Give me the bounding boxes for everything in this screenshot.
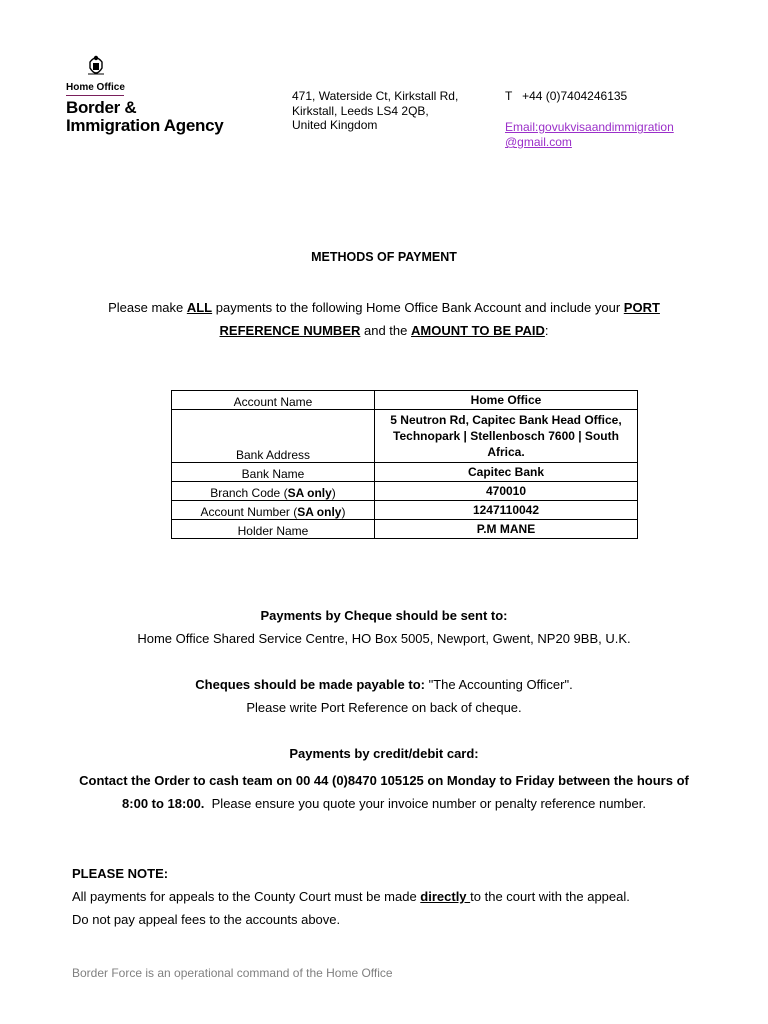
label-text: ) xyxy=(331,486,336,500)
table-row xyxy=(172,520,638,539)
label-text: Account Number ( xyxy=(200,505,298,519)
address-line1: 471, Waterside Ct, Kirkstall Rd, xyxy=(292,89,459,103)
logo-divider xyxy=(66,95,124,96)
payable-value: "The Accounting Officer". xyxy=(424,677,573,692)
please-note-section xyxy=(72,862,630,931)
card-instructions xyxy=(72,769,696,815)
table-row xyxy=(172,482,638,501)
intro-text-4: : xyxy=(544,323,549,338)
row-label: Holder Name xyxy=(172,520,375,539)
row-value: P.M MANE xyxy=(375,520,638,539)
card-note: Please ensure you quote your invoice number or penalty reference number. xyxy=(204,796,646,811)
email-line1[interactable]: Email:govukvisaandimmigration xyxy=(505,120,674,134)
email-line2[interactable]: @gmail.com xyxy=(505,135,572,149)
email-link[interactable] xyxy=(505,120,674,150)
row-value: Home Office xyxy=(375,391,638,410)
cheque-reference-note: Please write Port Reference on back of cheque. xyxy=(246,700,522,715)
table-row xyxy=(172,501,638,520)
payment-instructions xyxy=(72,296,696,342)
bank-details-table xyxy=(171,390,638,539)
telephone-number: T +44 (0)7404246135 xyxy=(505,89,628,103)
row-label: Bank Name xyxy=(172,463,375,482)
note-line2: Do not pay appeal fees to the accounts above. xyxy=(72,912,341,927)
cheque-payable xyxy=(0,677,768,692)
row-label xyxy=(172,501,375,520)
agency-name xyxy=(66,99,223,135)
postal-address xyxy=(292,89,458,133)
cheque-heading: Payments by Cheque should be sent to: xyxy=(260,608,508,623)
note-text: All payments for appeals to the County Court must be made xyxy=(72,889,421,904)
agency-name-line1: Border & xyxy=(66,98,137,117)
label-bold: SA only xyxy=(287,486,332,500)
label-bold: SA only xyxy=(297,505,342,519)
page-title: METHODS OF PAYMENT xyxy=(311,250,457,264)
home-office-label: Home Office xyxy=(66,82,125,93)
address-line2: Kirkstall, Leeds LS4 2QB, xyxy=(292,103,429,118)
table-row xyxy=(172,410,638,463)
intro-text-1: Please make xyxy=(108,300,187,315)
note-heading: PLEASE NOTE: xyxy=(72,866,169,881)
intro-port-reference: PORT REFERENCE NUMBER xyxy=(219,300,660,338)
payable-label: Cheques should be made payable to: xyxy=(195,677,425,692)
footer-text: Border Force is an operational command of the Home Office xyxy=(72,966,393,980)
intro-amount: AMOUNT TO BE PAID xyxy=(410,323,545,338)
row-label xyxy=(172,482,375,501)
royal-crest-icon xyxy=(86,52,106,80)
address-line3: United Kingdom xyxy=(292,118,378,132)
intro-text-3: and the xyxy=(360,323,411,338)
row-value: Capitec Bank xyxy=(375,463,638,482)
table-row xyxy=(172,391,638,410)
intro-all: ALL xyxy=(186,300,213,315)
card-heading: Payments by credit/debit card: xyxy=(289,746,479,761)
card-contact: Contact the Order to cash team on 00 44 (0)8470 105125 on Monday to Friday between the hours of 8:00 to 18:00. xyxy=(79,773,689,811)
intro-text-2: payments to the following Home Office Bank Account and include your xyxy=(212,300,624,315)
agency-name-line2: Immigration Agency xyxy=(66,116,224,135)
table-row xyxy=(172,463,638,482)
row-label: Bank Address xyxy=(172,410,375,463)
note-text: to the court with the appeal. xyxy=(470,889,630,904)
cheque-address: Home Office Shared Service Centre, HO Box 5005, Newport, Gwent, NP20 9BB, U.K. xyxy=(137,631,631,646)
label-text: Branch Code ( xyxy=(210,486,288,500)
row-value: 470010 xyxy=(375,482,638,501)
row-value: 5 Neutron Rd, Capitec Bank Head Office, Technopark | Stellenbosch 7600 | South Africa. xyxy=(375,410,638,463)
label-text: ) xyxy=(341,505,346,519)
row-value: 1247110042 xyxy=(375,501,638,520)
row-label: Account Name xyxy=(172,391,375,410)
note-directly: directly xyxy=(420,889,471,904)
note-line1 xyxy=(72,885,630,908)
